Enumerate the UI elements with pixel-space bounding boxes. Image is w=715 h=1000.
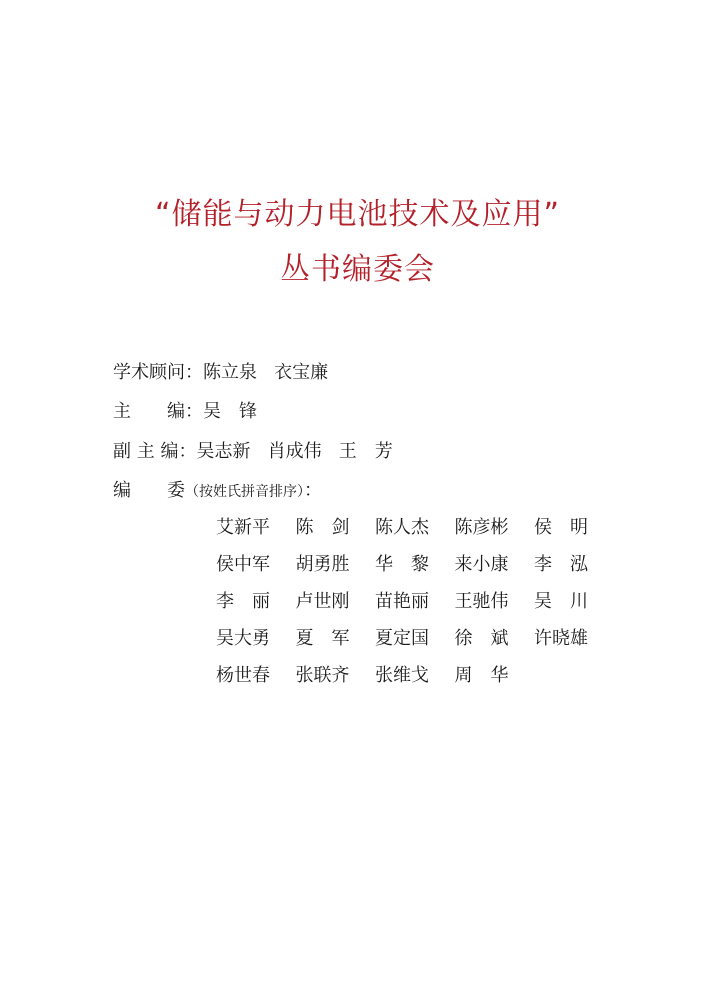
members-grid-row [216, 625, 614, 662]
member-name: 夏 军 [295, 628, 350, 649]
members-grid [216, 514, 614, 699]
member-name: 吴 川 [534, 591, 588, 612]
series-title: “储能与动力电池技术及应用” [154, 197, 561, 232]
members-label: 编 委 [113, 480, 185, 501]
member-name: 吴大勇 [216, 628, 270, 649]
deputy-editor-colon: ： [178, 441, 197, 462]
members-colon: ： [304, 480, 322, 501]
member-name: 胡勇胜 [295, 554, 350, 575]
deputy-editor-label: 副 主 编 [113, 441, 179, 462]
member-name: 卢世刚 [295, 591, 350, 612]
members-grid-row [216, 662, 614, 699]
advisor-row [113, 360, 328, 386]
advisor-name: 陈立泉 [203, 362, 257, 383]
member-name: 侯中军 [216, 554, 270, 575]
members-grid-row [216, 588, 614, 625]
member-name: 张维戈 [375, 665, 429, 686]
advisor-label: 学术顾问 [113, 362, 185, 383]
chief-editor-name: 吴 锋 [203, 401, 257, 422]
deputy-editor-name: 王 芳 [338, 441, 393, 462]
chief-editor-label: 主 编 [113, 401, 185, 422]
advisor-name: 衣宝廉 [274, 362, 329, 383]
member-name: 李 丽 [216, 591, 270, 612]
member-name: 陈彦彬 [454, 517, 509, 538]
advisor-colon: ： [185, 362, 203, 383]
committee-title: 丛书编委会 [280, 252, 435, 287]
members-grid-row [216, 514, 614, 551]
chief-editor-row [113, 399, 257, 425]
member-name: 陈 剑 [295, 517, 350, 538]
member-name: 王驰伟 [454, 591, 509, 612]
member-name: 周 华 [454, 665, 509, 686]
member-name: 许晓雄 [534, 628, 588, 649]
member-name: 徐 斌 [454, 628, 509, 649]
deputy-editor-row [113, 439, 393, 465]
members-note: （按姓氏拼音排序） [185, 484, 304, 500]
member-name: 侯 明 [534, 517, 588, 538]
member-name: 李 泓 [534, 554, 588, 575]
deputy-editor-name: 吴志新 [196, 441, 251, 462]
members-row [113, 478, 322, 504]
member-name: 杨世春 [216, 665, 270, 686]
member-name: 苗艳丽 [375, 591, 429, 612]
member-name: 华 黎 [375, 554, 429, 575]
members-grid-row [216, 551, 614, 588]
member-name: 夏定国 [375, 628, 429, 649]
member-name: 来小康 [454, 554, 509, 575]
member-name: 张联齐 [295, 665, 350, 686]
deputy-editor-name: 肖成伟 [267, 441, 322, 462]
member-name: 陈人杰 [375, 517, 429, 538]
chief-editor-colon: ： [185, 401, 203, 422]
member-name: 艾新平 [216, 517, 270, 538]
